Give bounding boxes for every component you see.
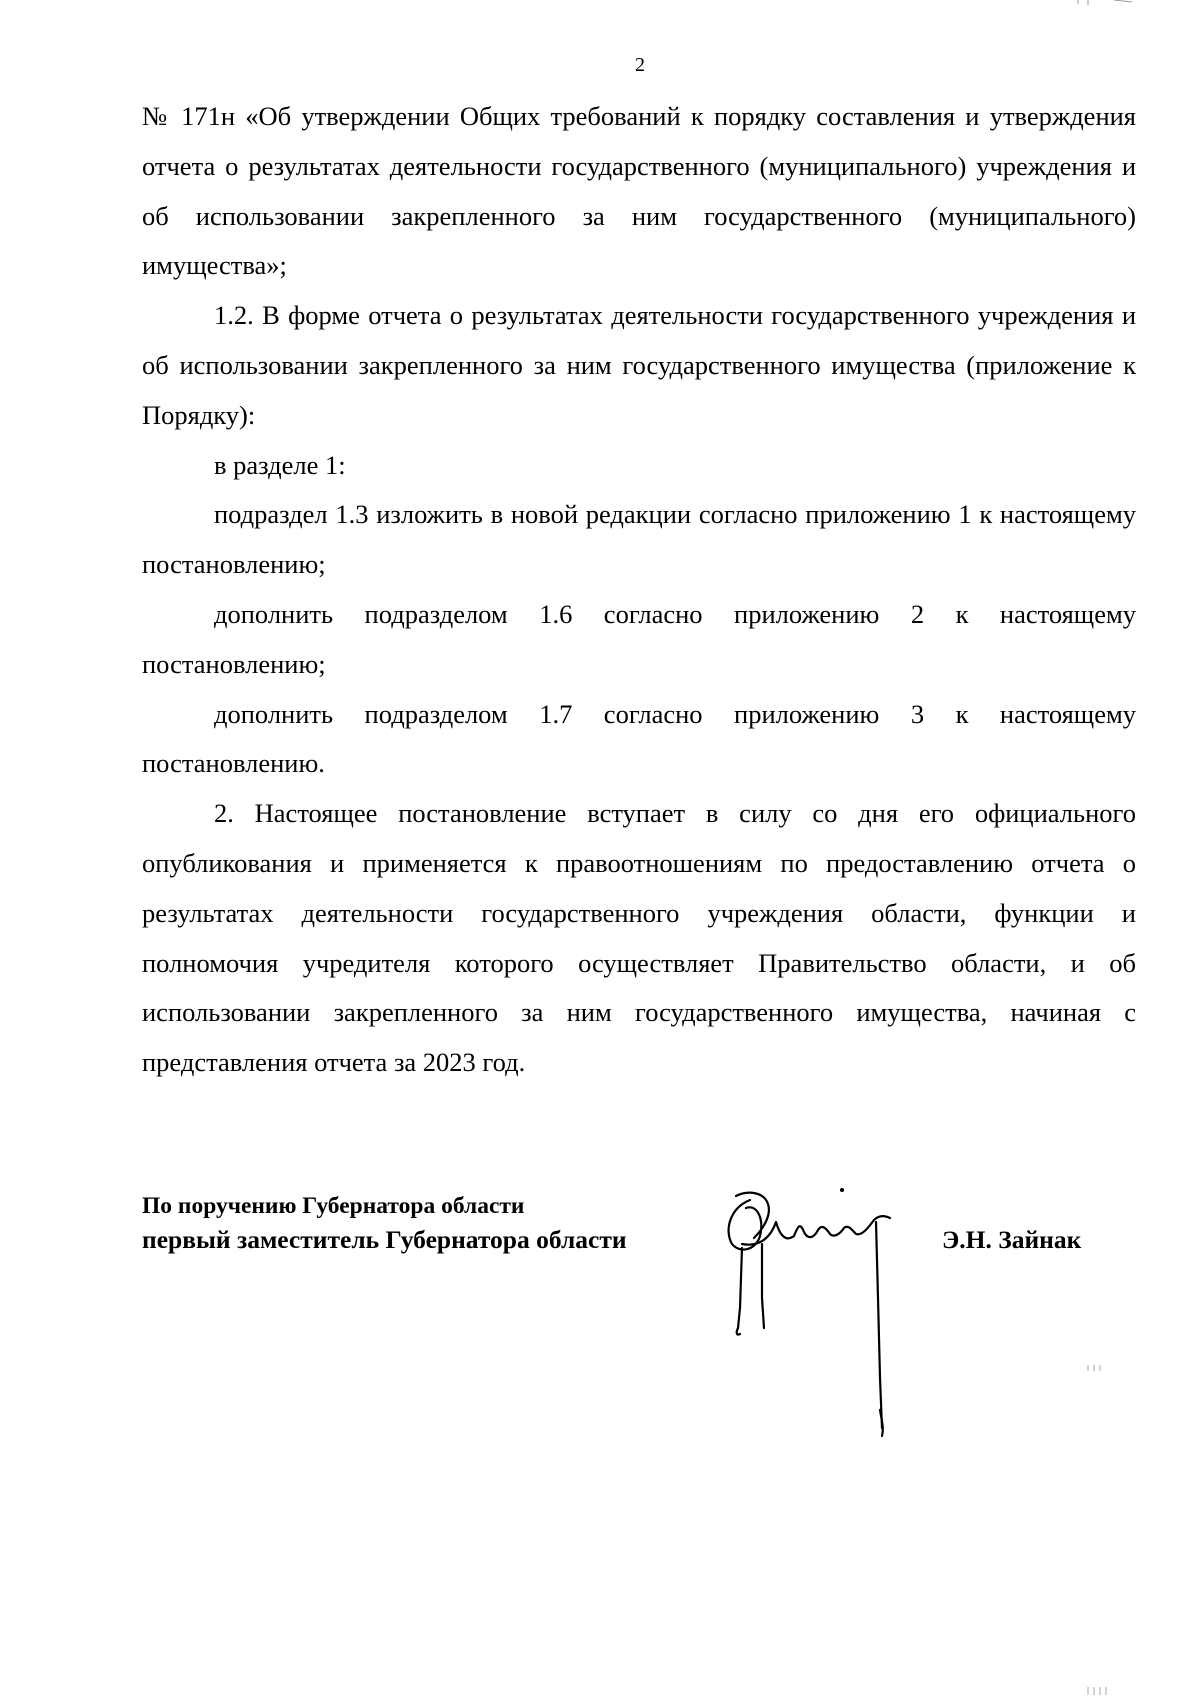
- document-body: [142, 92, 1136, 1088]
- scan-edge-mark: [1074, 0, 1134, 8]
- signer-authority-line: По поручению Губернатора области: [142, 1193, 525, 1219]
- paragraph-subsection-1-6: дополнить подразделом 1.6 согласно приложению 2 к настоящему постановлению;: [142, 598, 1136, 679]
- paragraph-continuation: № 171н «Об утверждении Общих требований к порядку составления и утверждения отчета о результатах деятельности государственного (муниципального) учреждения и об использовании закрепленного за ним государственного (муниципального) имущества»;: [142, 101, 1136, 281]
- signer-name: Э.Н. Зайнак: [942, 1225, 1082, 1254]
- signer-position: первый заместитель Губернатора области: [142, 1225, 627, 1254]
- paragraph-subsection-1-3: подраздел 1.3 изложить в новой редакции согласно приложению 1 к настоящему постановлению;: [142, 499, 1136, 580]
- scan-edge-mark: [1086, 1686, 1116, 1696]
- page-number: 2: [635, 54, 645, 76]
- handwritten-signature-icon: [702, 1178, 962, 1448]
- paragraph-item-2: 2. Настоящее постановление вступает в силу со дня его официального опубликования и применяется к правоотношениям по предоставлению отчета о результатах деятельности государственного учреждения области, функции и полномочия учредителя которого осуществляет Правительство области, и об использовании закрепленного за ним государственного имущества, начиная с представления отчета за 2023 год.: [142, 798, 1136, 1078]
- paragraph-subsection-1-7: дополнить подразделом 1.7 согласно приложению 3 к настоящему постановлению.: [142, 698, 1136, 779]
- scan-edge-mark: [1086, 1364, 1110, 1372]
- paragraph-section-1: в разделе 1:: [214, 449, 346, 480]
- paragraph-item-1-2: 1.2. В форме отчета о результатах деятельности государственного учреждения и об использовании закрепленного за ним государственного имущества (приложение к Порядку):: [142, 300, 1136, 430]
- signature-block: [142, 1192, 1136, 1452]
